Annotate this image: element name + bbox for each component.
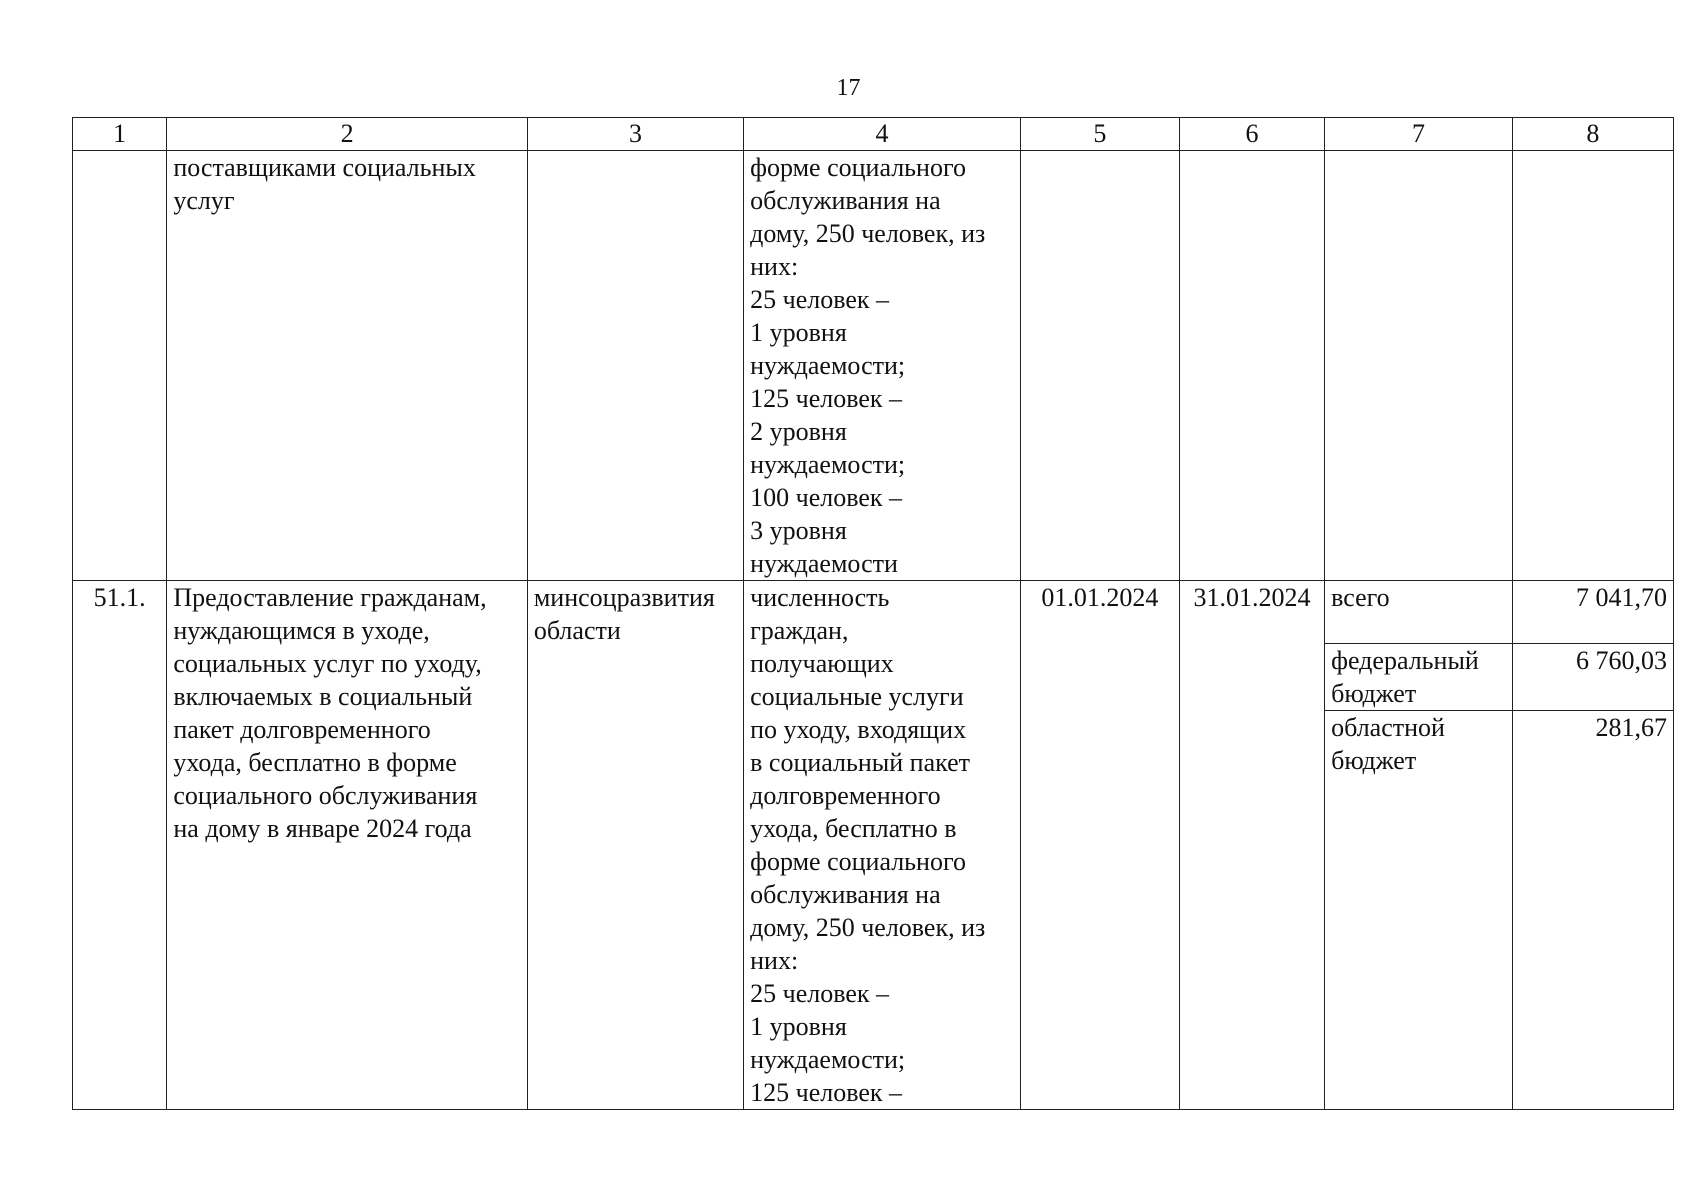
item-number: 51.1.	[73, 581, 167, 1110]
column-number: 4	[744, 118, 1021, 151]
funding-amount-regional: 281,67	[1512, 711, 1673, 1110]
item-start-date: 01.01.2024	[1020, 581, 1179, 1110]
funding-amount-total: 7 041,70	[1512, 581, 1673, 644]
continuation-description: поставщиками социальных услуг	[167, 151, 527, 581]
column-number: 5	[1020, 118, 1179, 151]
cell-empty	[73, 151, 167, 581]
funding-source-federal: федеральный бюджет	[1325, 644, 1513, 711]
funding-source-total: всего	[1325, 581, 1513, 644]
cell-empty	[1020, 151, 1179, 581]
column-number: 1	[73, 118, 167, 151]
item-description: Предоставление гражданам, нуждающимся в уходе, социальных услуг по уходу, включаемых в социальный пакет долговременного ухода, бесплатно в форме социального обслуживания на дому в январе 2024 года	[167, 581, 527, 1110]
item-row	[73, 581, 1674, 644]
column-number: 3	[527, 118, 743, 151]
funding-amount-federal: 6 760,03	[1512, 644, 1673, 711]
column-number: 8	[1512, 118, 1673, 151]
cell-empty	[1512, 151, 1673, 581]
cell-empty	[527, 151, 743, 581]
page-number: 17	[836, 75, 861, 101]
continuation-row	[73, 151, 1674, 581]
cell-empty	[1179, 151, 1324, 581]
item-responsible: минсоцразвития области	[527, 581, 743, 1110]
cell-empty	[1325, 151, 1513, 581]
item-indicator: численность граждан, получающих социальные услуги по уходу, входящих в социальный пакет долговременного ухода, бесплатно в форме социального обслуживания на дому, 250 человек, из них: 25 человек – 1 уровня нуждаемости; 125 человек –	[744, 581, 1021, 1110]
column-number: 2	[167, 118, 527, 151]
continuation-indicator: форме социального обслуживания на дому, 250 человек, из них: 25 человек – 1 уровня нуждаемости; 125 человек – 2 уровня нуждаемости; 100 человек – 3 уровня нуждаемости	[744, 151, 1021, 581]
column-number: 7	[1325, 118, 1513, 151]
column-number-row	[73, 118, 1674, 151]
funding-source-regional: областной бюджет	[1325, 711, 1513, 1110]
item-end-date: 31.01.2024	[1179, 581, 1324, 1110]
column-number: 6	[1179, 118, 1324, 151]
plan-table	[72, 117, 1674, 1110]
